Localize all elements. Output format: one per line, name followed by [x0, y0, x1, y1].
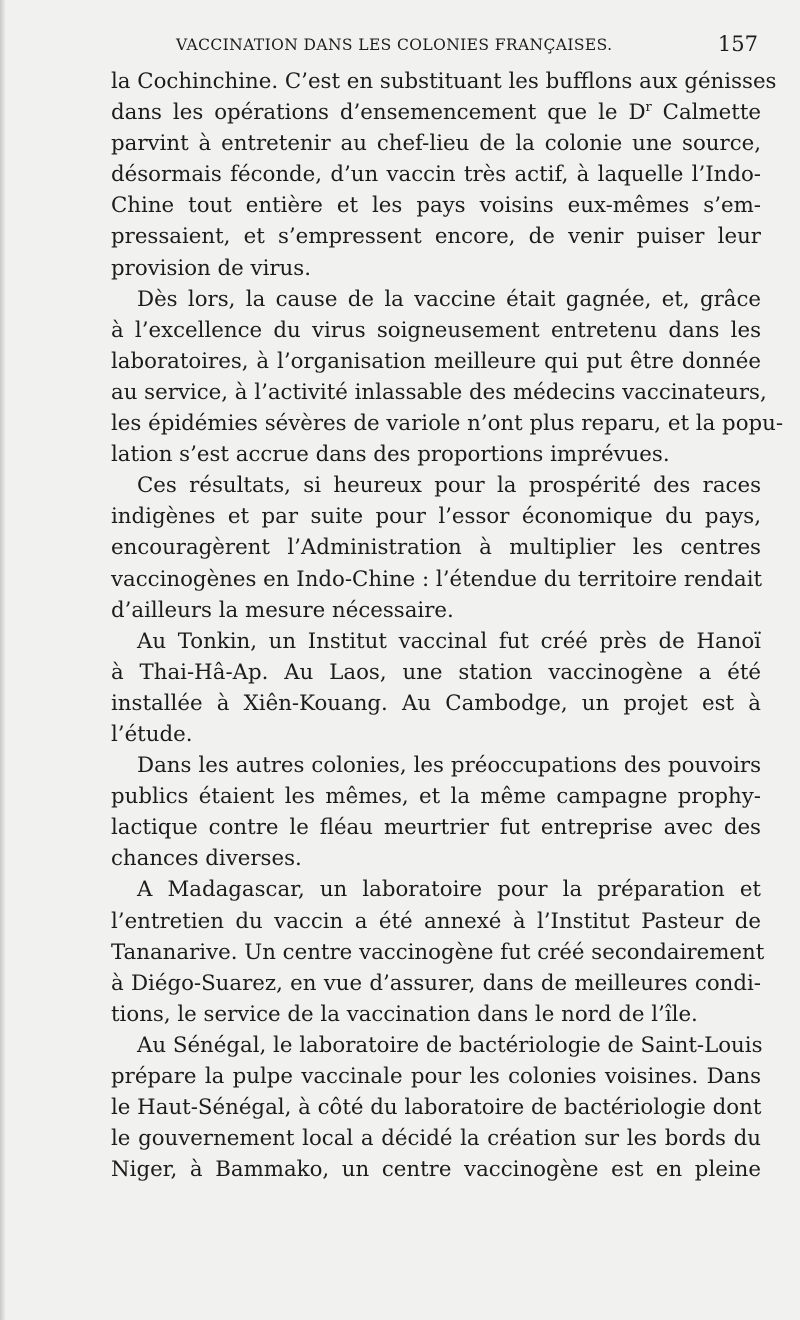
text-line: Tananarive. Un centre vaccinogène fut créé secondairement	[111, 939, 765, 965]
text-line: d’ailleurs la mesure nécessaire.	[111, 597, 454, 623]
text-line: Au Tonkin, un Institut vaccinal fut créé près de Hanoï	[137, 628, 761, 654]
superscript: r	[645, 100, 652, 115]
text-line: lation s’est accrue dans des proportions imprévues.	[111, 442, 670, 468]
text-line: A Madagascar, un laboratoire pour la préparation et	[137, 877, 761, 903]
text-line: Dans les autres colonies, les préoccupations des pouvoirs	[137, 753, 761, 779]
page-edge-shadow	[0, 0, 6, 1320]
text-line: à l’excellence du virus soigneusement entretenu dans les	[111, 317, 761, 343]
text-line: laboratoires, à l’organisation meilleure qui put être donnée	[111, 348, 761, 374]
text-line: le Haut-Sénégal, à côté du laboratoire de bactériologie dont	[111, 1095, 762, 1121]
text-line: à Diégo-Suarez, en vue d’assurer, dans de meilleures condi-	[111, 970, 761, 996]
text-line: tions, le service de la vaccination dans le nord de l’île.	[111, 1001, 698, 1027]
text-line: dans les opérations d’ensemencement que le $D^r$ Calmette	[111, 100, 761, 126]
text-line: vaccinogènes en Indo-Chine : l’étendue du territoire rendait	[111, 566, 763, 592]
text-line: chances diverses.	[111, 846, 302, 872]
text-line: parvint à entretenir au chef-lieu de la colonie une source,	[111, 131, 761, 157]
running-title: VACCINATION DANS LES COLONIES FRANÇAISES.	[176, 36, 613, 54]
text-line: le gouvernement local a décidé la création sur les bords du	[111, 1126, 761, 1152]
running-header	[110, 32, 758, 58]
page-number: 157	[717, 32, 758, 56]
body-text	[111, 66, 784, 1185]
text-line: au service, à l’activité inlassable des médecins vaccinateurs,	[111, 379, 767, 405]
text-line: encouragèrent l’Administration à multiplier les centres	[111, 535, 761, 561]
text-line: installée à Xiên-Kouang. Au Cambodge, un projet est à	[111, 690, 761, 716]
text-line: Dès lors, la cause de la vaccine était gagnée, et, grâce	[137, 286, 761, 312]
text-line: Chine tout entière et les pays voisins eux-mêmes s’em-	[111, 193, 761, 219]
text-line: provision de virus.	[111, 255, 311, 281]
text-line: la Cochinchine. C’est en substituant les bufflons aux génisses	[111, 69, 777, 94]
text-line: les épidémies sévères de variole n’ont plus reparu, et la popu-	[111, 411, 784, 437]
text-line: lactique contre le fléau meurtrier fut entreprise avec des	[111, 815, 761, 841]
text-line: publics étaient les mêmes, et la même campagne prophy-	[111, 784, 761, 810]
text-line: à Thai-Hâ-Ap. Au Laos, une station vaccinogène a été	[111, 659, 761, 685]
text-line: prépare la pulpe vaccinale pour les colonies voisines. Dans	[111, 1064, 761, 1089]
text-line: indigènes et par suite pour l’essor économique du pays,	[111, 504, 761, 530]
text-line: l’étude.	[111, 721, 193, 747]
text-line: l’entretien du vaccin a été annexé à l’Institut Pasteur de	[111, 908, 761, 934]
text-line: Ces résultats, si heureux pour la prospérité des races	[137, 473, 761, 499]
text-line: pressaient, et s’empressent encore, de venir puiser leur	[111, 224, 761, 250]
text-line: Au Sénégal, le laboratoire de bactériologie de Saint-Louis	[137, 1032, 763, 1058]
text-line: Niger, à Bammako, un centre vaccinogène est en pleine	[111, 1157, 761, 1183]
text-line: désormais féconde, d’un vaccin très actif, à laquelle l’Indo-	[111, 162, 761, 188]
